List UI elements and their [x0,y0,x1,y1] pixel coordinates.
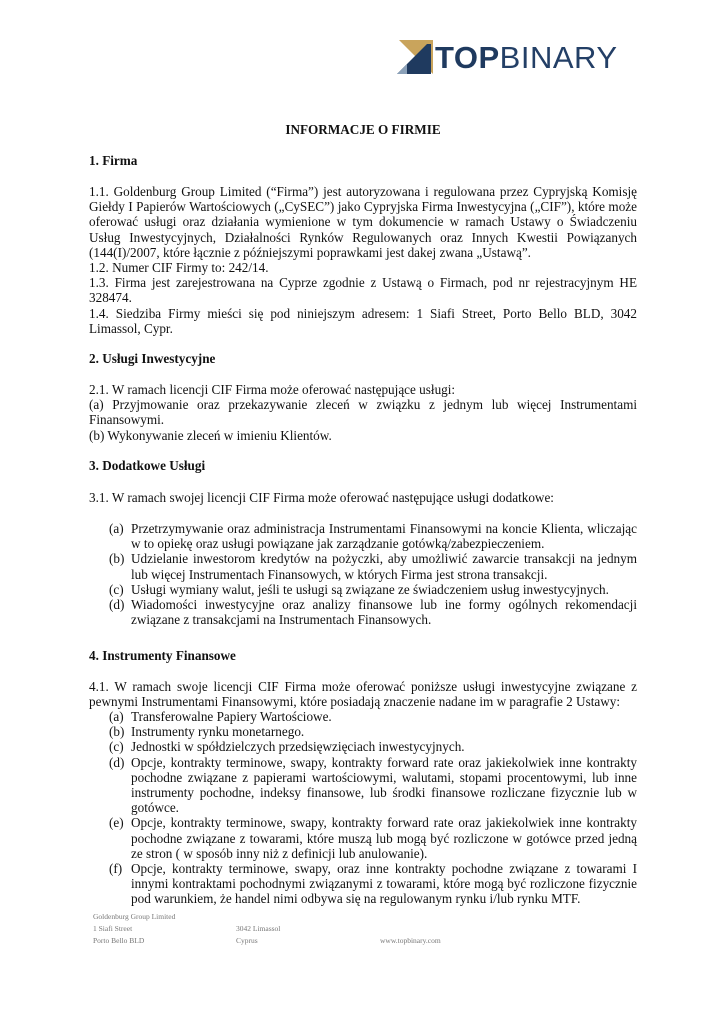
logo-mark-icon [397,40,433,76]
section-3-heading: 3. Dodatkowe Usługi [89,458,206,473]
list-item-text: Wiadomości inwestycyjne oraz analizy finansowe lub ine formy ogólnych rekomendacji związane z transakcjami na Instrumentach Finansowych. [131,597,637,628]
list-item [109,739,637,754]
list-marker: (b) [109,724,125,740]
logo-word-binary: BINARY [499,40,618,75]
section-3-list [109,521,637,627]
logo-word-top: TOP [435,40,500,75]
footer-street: 1 Siafi Street [93,924,133,933]
logo-wordmark [435,40,618,76]
list-item [109,582,637,597]
section-1-paragraph-3: 1.3. Firma jest zarejestrowana na Cyprze zgodnie z Ustawą o Firmach, pod nr rejestracyjnym HE 328474. [89,275,637,306]
topbinary-logo [397,40,618,76]
footer-row [93,935,513,947]
section-4-paragraph-1: 4.1. W ramach swoje licencji CIF Firma może oferować poniższe usługi inwestycyjne związane z pewnymi Instrumentami Finansowymi, które posiadają znaczenie nadane im w paragrafie 2 Ustawy: [89,679,637,710]
footer-row [93,911,513,923]
list-item-text: Usługi wymiany walut, jeśli te usługi są związane ze świadczeniem usług inwestycyjnych. [131,581,609,597]
list-item-text: Instrumenty rynku monetarnego. [131,724,305,740]
section-1-paragraph-1: 1.1. Goldenburg Group Limited (“Firma”) jest autoryzowana i regulowana przez Cypryjską Komisję Giełdy I Papierów Wartościowych („CySEC”) jako Cypryjska Firma Inwestycyjna („CIF”), które może oferować usługi oraz działania wymienione w tym dokumencie w ramach Ustawy o Świadczeniu Usług Inwestycyjnych, Działalności Rynków Regulowanych oraz Innych Kwestii Powiązanych (144(I)/2007, które łącznie z późniejszymi poprawkami jest dakej zwana „Ustawą”. [89,184,637,260]
section-1-paragraph-2: 1.2. Numer CIF Firmy to: 242/14. [89,260,269,275]
list-item-text: Przetrzymywanie oraz administracja Instrumentami Finansowymi na koncie Klienta, wliczając w to opiekę oraz usługi powiązane jak zarządzanie gotówką/zabezpieczeniem. [131,521,637,552]
list-marker: (b) [109,551,125,567]
list-item-text: Opcje, kontrakty terminowe, swapy, oraz inne kontrakty pochodne związane z towarami I innymi kontraktami pochodnymi związanymi z towarami, które mogą być rozliczone fizycznie pod warunkiem, że handel nimi odbywa się na regulowanym rynku i/lub rynku MTF. [131,861,637,907]
page-title: INFORMACJE O FIRMIE [285,122,441,137]
section-3-paragraph-1: 3.1. W ramach swojej licencji CIF Firma może oferować następujące usługi dodatkowe: [89,490,554,505]
footer-website-link[interactable]: www.topbinary.com [380,936,441,945]
list-marker: (d) [109,754,125,770]
list-marker: (d) [109,597,125,613]
list-item [109,724,637,739]
list-item-text: Transferowalne Papiery Wartościowe. [131,709,332,724]
section-4-heading: 4. Instrumenty Finansowe [89,648,236,663]
list-item [109,597,637,627]
section-2-paragraph-3: (b) Wykonywanie zleceń w imieniu Klientów. [89,428,332,443]
list-item [109,815,637,861]
list-marker: (f) [109,861,123,877]
list-item-text: Opcje, kontrakty terminowe, swapy, kontrakty forward rate oraz jakiekolwiek inne kontrakty pochodne związane z papierami wartościowymi, walutami, stopami procentowymi, lub inne instrumenty pochodne, indeksy finansowe, lub środki finansowe rozliczane fizycznie lub w gotówce. [131,754,637,816]
section-1-heading: 1. Firma [89,153,138,168]
list-marker: (c) [109,581,124,597]
footer-country: Cyprus [236,936,258,945]
footer-company: Goldenburg Group Limited [93,912,176,921]
footer-city: 3042 Limassol [236,924,281,933]
list-item [109,709,637,724]
list-item [109,551,637,581]
page-footer [93,911,513,947]
section-2-paragraph-1: 2.1. W ramach licencji CIF Firma może oferować następujące usługi: [89,382,456,397]
section-4-list [109,709,637,907]
footer-building: Porto Bello BLD [93,936,145,945]
list-marker: (e) [109,815,124,831]
section-2-heading: 2. Usługi Inwestycyjne [89,351,216,366]
list-item [109,861,637,907]
list-item-text: Opcje, kontrakty terminowe, swapy, kontrakty forward rate oraz jakiekolwiek inne kontrakty pochodne związane z towarami, które muszą lub mogą być rozliczone w gotówce przed jedną ze stron ( w sposób inny niż z definicji lub anulowanie). [131,815,637,861]
footer-row [93,923,513,935]
list-item [109,755,637,816]
list-marker: (a) [109,521,124,536]
list-marker: (c) [109,739,124,755]
list-item-text: Jednostki w spółdzielczych przedsięwzięciach inwestycyjnych. [131,739,465,755]
list-item-text: Udzielanie inwestorom kredytów na pożyczki, aby umożliwić zawarcie transakcji na jednym lub więcej Instrumentach Finansowych, w których Firma jest strona transakcji. [131,551,637,582]
section-1-paragraph-4: 1.4. Siedziba Firmy mieści się pod niniejszym adresem: 1 Siafi Street, Porto Bello BLD, 3042 Limassol, Cypr. [89,306,637,337]
section-2-paragraph-2: (a) Przyjmowanie oraz przekazywanie zleceń w związku z jednym lub więcej Instrumentami Finansowymi. [89,397,637,428]
list-marker: (a) [109,709,124,724]
list-item [109,521,637,551]
